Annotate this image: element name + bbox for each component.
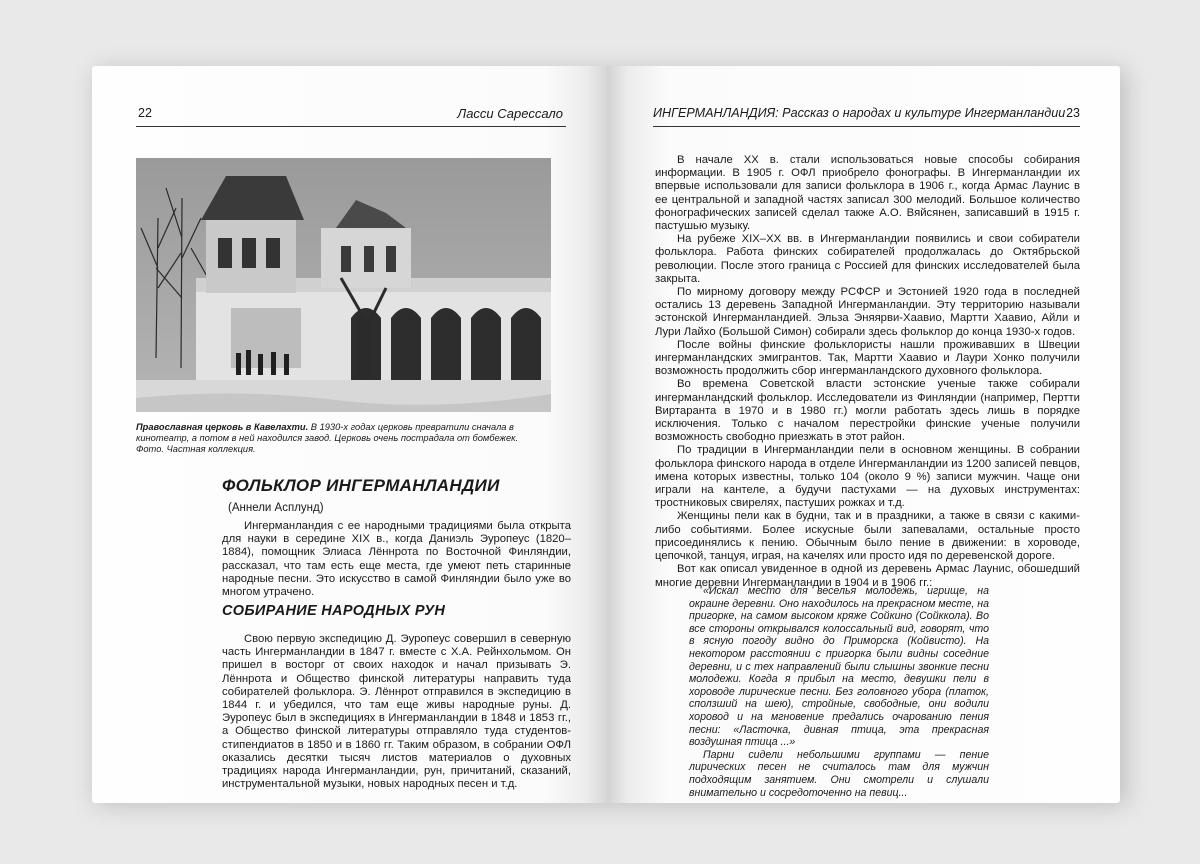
quote-paragraph: «Искал место для веселья молодежь, игрище, на окраине деревни. Оно находилось на прекрасном месте, на пригорке, на самом высоком кряже Сойкино (Сойккола). Во все стороны открывался колоссальный вид, говорят, что в ясную погоду видно до Приморска (Койвисто). На некотором расстоянии с пригорка были видны соседние деревни, и с тех направлений были слышны звонкие песни молодежи. Когда я прибыл на место, девушки пели в хороводе лирические песни. Без головного убора (платок, сползший на шею), стройные, свободные, они водили хоровод и на мгновение предались очарованию пения песни: «Ласточка, дивная птица, эта прекрасная воздушная птица ...» bbox=[689, 585, 989, 749]
left-page bbox=[92, 66, 607, 803]
left-page-number: 22 bbox=[138, 106, 152, 120]
paragraph: Свою первую экспедицию Д. Эуропеус совершил в северную часть Ингерманландии в 1847 г. вместе с Х.А. Рейнхольмом. Он пришел в восторг от своих находок и начал призывать Э. Лённрота и Общество финской литературы направить туда собирателей фольклора. Э. Лённрот отправился в экспедицию в 1844 г. и убедился, что там еще живы народные руны. Д. Эуропеус был в экспедициях в Ингерманландии в 1848 и 1853 гг., а Общество финской литературы отправляло туда студентов-стипендиатов в 1850 и в 1860 гг. Таким образом, в собрании ОФЛ оказались десятки тысяч листов материалов о духовных традициях народа Ингерманландии, рун, причитаний, сказаний, инструментальной музыки, новых народных песен и т.д. bbox=[222, 633, 571, 791]
paragraph: По мирному договору между РСФСР и Эстонией 1920 года в последней остались 13 деревень Западной Ингерманландии. Эту территорию называли эстонской Ингерманландией. Эльза Эняярви-Хаавио, Мартти Хаавио, Айли и Лури Лайхо (Большой Симон) собирали здесь фольклор до конца 1930-х годов. bbox=[655, 286, 1080, 338]
block-quote bbox=[689, 585, 989, 799]
paragraph: Ингерманландия с ее народными традициями была открыта для науки в середине XIX в., когда Даниэль Эуропеус (1820–1884), помощник Элиаса Лённрота по Восточной Финляндии, рассказал, что там есть еще места, где умеют петь старинные народные песни. Это искусство в самой Финляндии было уже во многом утрачено. bbox=[222, 520, 571, 599]
paragraph: Вот как описал увиденное в одной из деревень Армас Лаунис, обошедший многие деревни Ингерманландии в 1904 и в 1906 гг.: bbox=[655, 563, 1080, 589]
subsection-title: СОБИРАНИЕ НАРОДНЫХ РУН bbox=[222, 603, 446, 619]
right-page bbox=[607, 66, 1120, 803]
caption-credit: Фото. Частная коллекция. bbox=[136, 444, 256, 455]
photo-caption bbox=[136, 422, 566, 456]
paragraph: Женщины пели как в будни, так и в праздники, а также в связи с какими-либо событиями. Более искусные были запевалами, остальные просто присоединялись к пению. Обычным было пение в движении: в хороводе, цепочкой, танцуя, играя, на качелях или просто идя по деревенской дороге. bbox=[655, 510, 1080, 563]
paragraph: По традиции в Ингерманландии пели в основном женщины. В собрании фольклора финского народа в отделе Ингерманландии из 1200 записей певцов, имена которых известны, только 104 (около 9 %) записи мужчин. Чаще они играли на кантеле, а будучи пастухами — на духовых инструментах: тростниковых свирелях, пастуших рожках и т.д. bbox=[655, 444, 1080, 510]
left-header-rule bbox=[136, 126, 566, 127]
paragraph: На рубеже XIX–XX вв. в Ингерманландии появились и свои собиратели фольклора. Работа финских собирателей продолжалась до Октябрьской революции. После этого граница с Россией для финских исследователей была закрыта. bbox=[655, 233, 1080, 285]
left-running-head: Ласси Сарессало bbox=[457, 106, 563, 121]
paragraph: В начале XX в. стали использоваться новые способы собирания информации. В 1905 г. ОФЛ приобрело фонографы. В Ингерманландии их впервые использовали для записи фольклора в 1906 г., когда Армас Лаунис в ее центральной и западной частях записал 300 мелодий. Большое количество фонографических записей сделал также А.О. Вяйсянен, записавший в 1915 г. пастушью музыку. bbox=[655, 154, 1080, 233]
caption-text: В 1930-х годах церковь превратили сначала в кинотеатр, а потом в ней находился завод. Церковь очень пострадала от бомбежек. bbox=[136, 422, 519, 444]
right-header-rule bbox=[653, 126, 1080, 127]
church-illustration bbox=[136, 158, 551, 412]
quote-paragraph: Парни сидели небольшими группами — пение лирических песен не считалось там для мужчин подходящим занятием. Они смотрели и слушали внимательно и сосредоточенно на певиц... bbox=[689, 748, 989, 799]
right-running-head: ИНГЕРМАНЛАНДИЯ: Рассказ о народах и культуре Ингерманландии bbox=[653, 106, 1066, 120]
section-title: ФОЛЬКЛОР ИНГЕРМАНЛАНДИИ bbox=[222, 476, 500, 495]
church-photo bbox=[136, 158, 551, 412]
right-body-text bbox=[655, 154, 1080, 590]
paragraph: После войны финские фольклористы нашли проживавших в Швеции ингерманландских эмигрантов. Так, Мартти Хаавио и Лаури Хонко получили возможность продолжить сбор ингерманландского духовного фольклора. bbox=[655, 338, 1080, 378]
intro-paragraph bbox=[222, 520, 571, 599]
paragraph: Во времена Советской власти эстонские ученые также собирали ингерманландский фольклор. Исследователи из Финляндии (например, Пертти Виртаранта в 1970 и в 1980 гг.) могли работать здесь лишь в порядке исключения. Только с началом перестройки финские ученые получили возможность свободно приезжать в этот район. bbox=[655, 378, 1080, 444]
subsection-paragraph bbox=[222, 633, 571, 791]
right-page-number: 23 bbox=[1066, 106, 1080, 120]
section-author: (Аннели Асплунд) bbox=[228, 502, 324, 514]
caption-bold: Православная церковь в Кавелахти. bbox=[136, 422, 309, 432]
